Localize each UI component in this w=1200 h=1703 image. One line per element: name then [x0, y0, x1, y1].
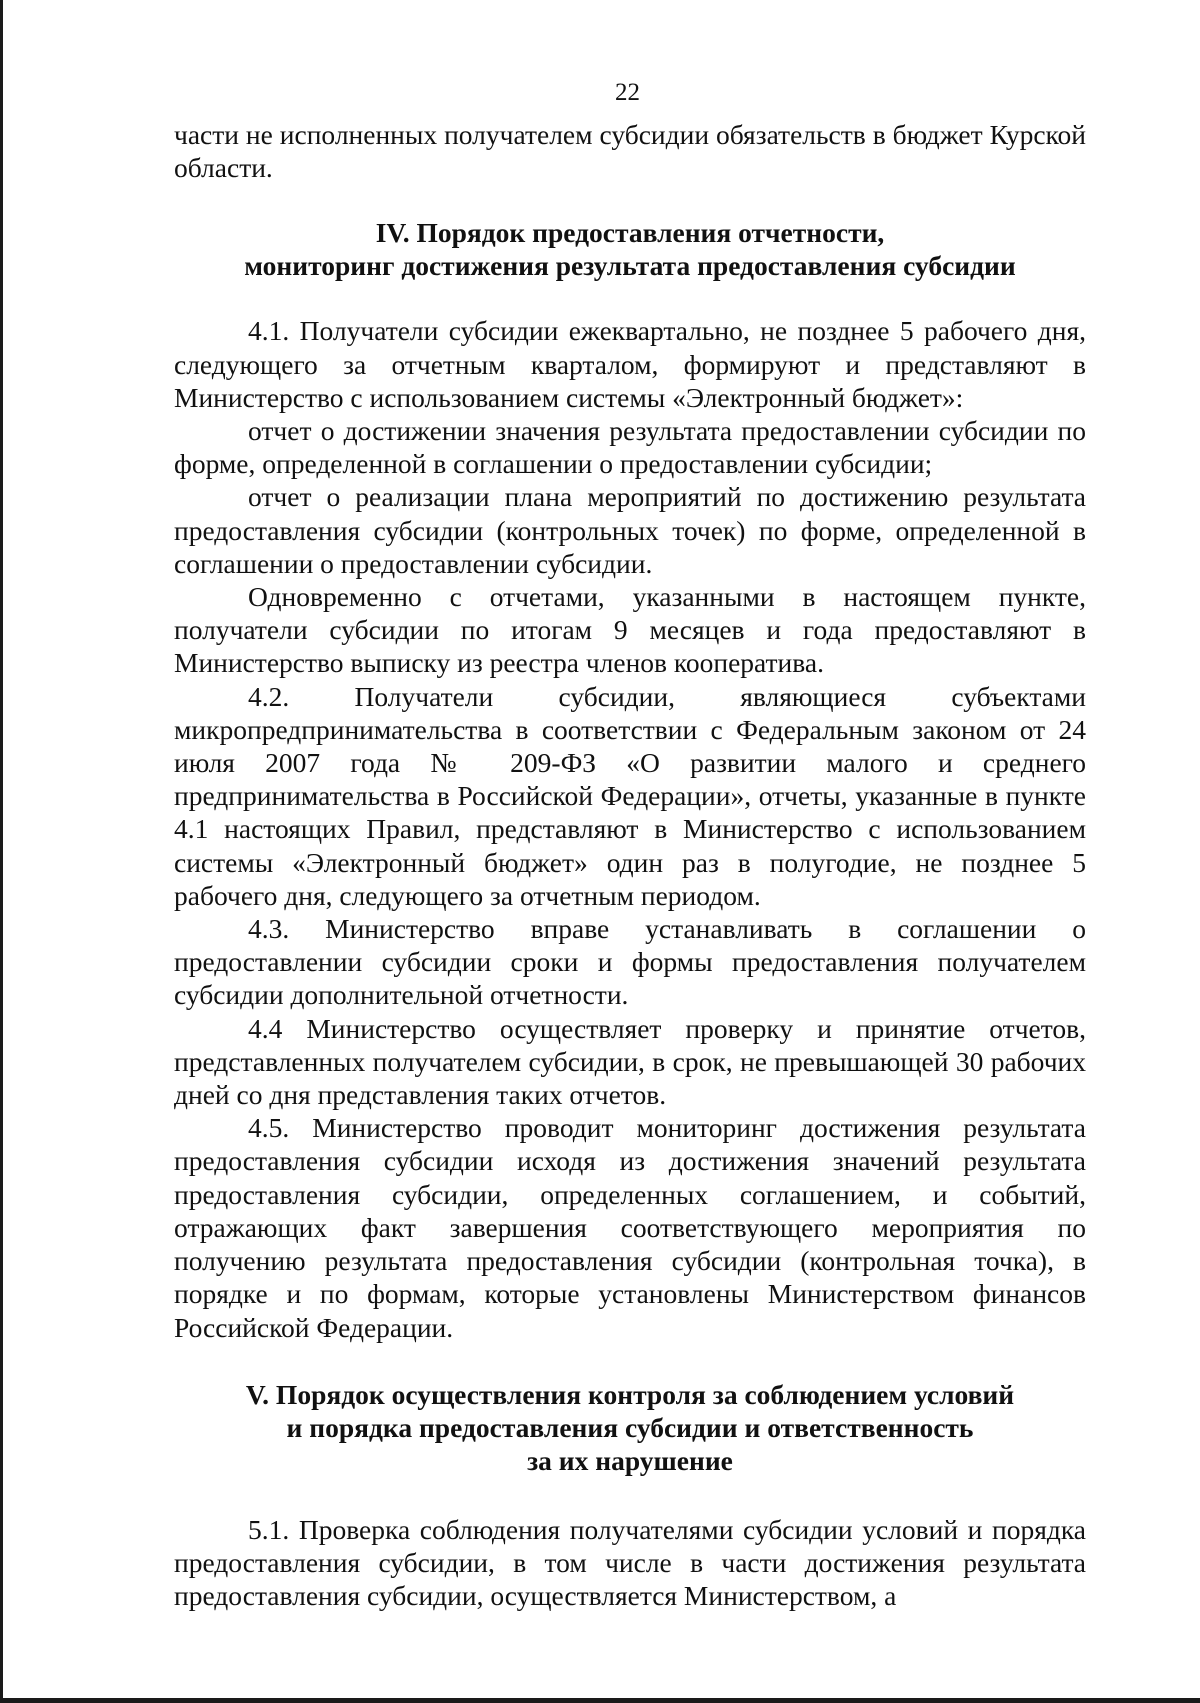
section-4-heading-line-1: IV. Порядок предоставления отчетности,	[375, 217, 885, 249]
section-4-heading-line-2: мониторинг достижения результата предоставления субсидии	[244, 250, 1016, 282]
paragraph-4-3: 4.3. Министерство вправе устанавливать в соглашении о предоставлении субсидии сроки и формы предоставления получателем субсидии дополнительной отчетности.	[174, 913, 1086, 1011]
page-number: 22	[615, 79, 640, 106]
paragraph-report-result: отчет о достижении значения результата предоставлении субсидии по форме, определенной в соглашении о предоставлении субсидии;	[174, 415, 1086, 480]
paragraph-4-1: 4.1. Получатели субсидии ежеквартально, не позднее 5 рабочего дня, следующего за отчетным кварталом, формируют и представляют в Министерство с использованием системы «Электронный бюджет»:	[174, 315, 1086, 413]
section-5-heading-line-3: за их нарушение	[527, 1444, 733, 1476]
scan-border-bottom	[0, 1698, 1200, 1703]
paragraph-4-5: 4.5. Министерство проводит мониторинг достижения результата предоставления субсидии исходя из достижения значений результата предоставления субсидии, определенных соглашением, и событий, отражающих факт завершения соответствующего мероприятия по получению результата предоставления субсидии (контрольная точка), в порядке и по формам, которые установлены Министерством финансов Российской Федерации.	[174, 1112, 1086, 1343]
paragraph-4-4: 4.4 Министерство осуществляет проверку и принятие отчетов, представленных получателем субсидии, в срок, не превышающей 30 рабочих дней со дня представления таких отчетов.	[174, 1012, 1086, 1111]
scan-border-left	[0, 0, 3, 1703]
paragraph-4-2: 4.2. Получатели субсидии, являющиеся субъектами микропредпринимательства в соответствии с Федеральным законом от 24 июля 2007 года № 209-ФЗ «О развитии малого и среднего предпринимательства в Российской Федерации», отчеты, указанные в пункте 4.1 настоящих Правил, представляют в Министерство с использованием системы «Электронный бюджет» один раз в полугодие, не позднее 5 рабочего дня, следующего за отчетным периодом.	[174, 680, 1086, 911]
paragraph-simultaneously: Одновременно с отчетами, указанными в настоящем пункте, получатели субсидии по итогам 9 месяцев и года предоставляют в Министерство выписку из реестра членов кооператива.	[174, 581, 1086, 679]
paragraph-5-1: 5.1. Проверка соблюдения получателями субсидии условий и порядка предоставления субсидии, в том числе в части достижения результата предоставления субсидии, осуществляется Министерством, а	[174, 1513, 1086, 1612]
section-5-heading-line-2: и порядка предоставления субсидии и ответственность	[286, 1411, 974, 1443]
document-body	[174, 118, 1086, 1612]
paragraph-report-plan: отчет о реализации плана мероприятий по достижению результата предоставления субсидии (контрольных точек) по форме, определенной в соглашении о предоставлении субсидии.	[174, 481, 1086, 579]
section-5-heading	[174, 1378, 1086, 1477]
section-4-heading	[174, 216, 1086, 282]
section-5-heading-line-1: V. Порядок осуществления контроля за соблюдением условий	[245, 1378, 1015, 1410]
paragraph-continuation: части не исполненных получателем субсидии обязательств в бюджет Курской области.	[174, 119, 1086, 184]
